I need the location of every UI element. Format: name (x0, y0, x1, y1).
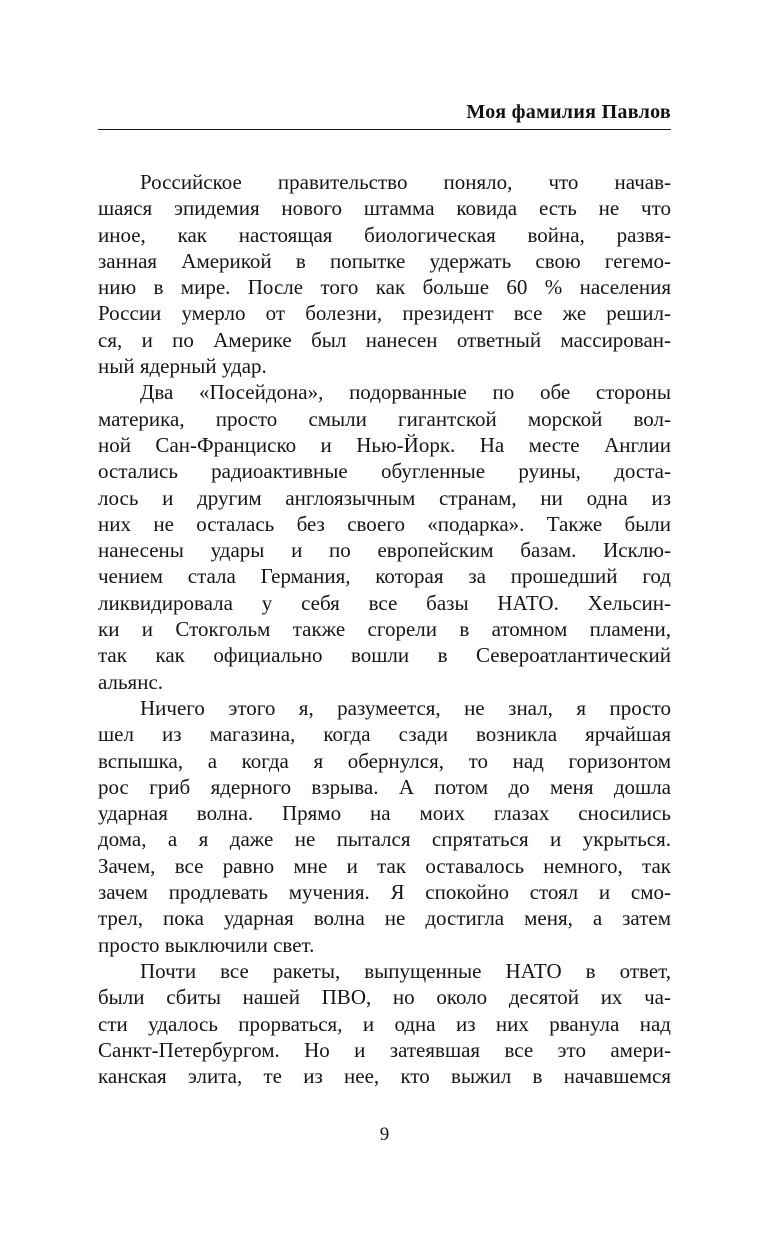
text-line: Два «Посейдона», подорванные по обе стороны (140, 380, 671, 405)
text-line: Санкт-Петербургом. Но и затеявшая все это амери- (98, 1037, 671, 1062)
paragraph (98, 958, 671, 1089)
running-head: Моя фамилия Павлов (466, 101, 671, 123)
text-line: просто выключили свет. (98, 932, 315, 957)
text-line: ликвидировала у себя все базы НАТО. Хельсин- (98, 590, 671, 615)
text-line: иное, как настоящая биологическая война, развя- (98, 222, 671, 247)
text-line: них не осталась без своего «подарка». Также были (98, 511, 671, 536)
text-line: ки и Стокгольм также сгорели в атомном пламени, (98, 617, 671, 642)
text-line: рос гриб ядерного взрыва. А потом до меня дошла (98, 774, 671, 799)
text-line: трел, пока ударная волна не достигла меня, а затем (98, 906, 671, 931)
text-line: Ничего этого я, разумеется, не знал, я просто (140, 695, 671, 720)
text-line: ударная волна. Прямо на моих глазах сносились (98, 801, 671, 826)
text-line: нанесены удары и по европейским базам. Исклю- (98, 538, 671, 563)
text-line: так как официально вошли в Североатлантический (98, 643, 671, 668)
text-line: зачем продлевать мучения. Я спокойно стоял и смо- (98, 880, 671, 905)
text-line: были сбиты нашей ПВО, но около десятой их ча- (98, 985, 671, 1010)
text-line: ся, и по Америке был нанесен ответный массирован- (98, 327, 671, 352)
text-line: шаяся эпидемия нового штамма ковида есть не что (98, 196, 671, 221)
text-line: России умерло от болезни, президент все же решил- (98, 301, 671, 326)
text-line: канская элита, те из нее, кто выжил в начавшемся (98, 1064, 671, 1089)
body-text (98, 169, 671, 1089)
text-column (98, 0, 671, 1089)
text-line: сти удалось прорваться, и одна из них рванула над (98, 1011, 671, 1036)
text-line: занная Америкой в попытке удержать свою гегемо- (98, 248, 671, 273)
paragraph (98, 379, 671, 695)
text-line: вспышка, а когда я обернулся, то над горизонтом (98, 748, 671, 773)
text-line: Почти все ракеты, выпущенные НАТО в ответ, (140, 958, 671, 983)
paragraph (98, 695, 671, 958)
header-rule (98, 129, 671, 130)
text-line: Российское правительство поняло, что начав- (140, 170, 671, 194)
text-line: чением стала Германия, которая за прошедший год (98, 564, 671, 589)
text-line: альянс. (98, 669, 164, 694)
text-line: Зачем, все равно мне и так оставалось немного, так (98, 853, 671, 878)
paragraph (98, 169, 671, 379)
text-line: нию в мире. После того как больше 60 % населения (98, 275, 671, 300)
text-line: шел из магазина, когда сзади возникла ярчайшая (98, 722, 671, 747)
text-line: ный ядерный удар. (98, 354, 267, 379)
text-line: ной Сан-Франциско и Нью-Йорк. На месте Англии (98, 432, 671, 457)
page-number: 9 (379, 1124, 390, 1145)
text-line: дома, а я даже не пытался спрятаться и укрыться. (98, 827, 671, 852)
text-line: остались радиоактивные обугленные руины, доста- (98, 459, 671, 484)
text-line: материка, просто смыли гигантской морской вол- (98, 406, 671, 431)
text-line: лось и другим англоязычным странам, ни одна из (98, 485, 671, 510)
